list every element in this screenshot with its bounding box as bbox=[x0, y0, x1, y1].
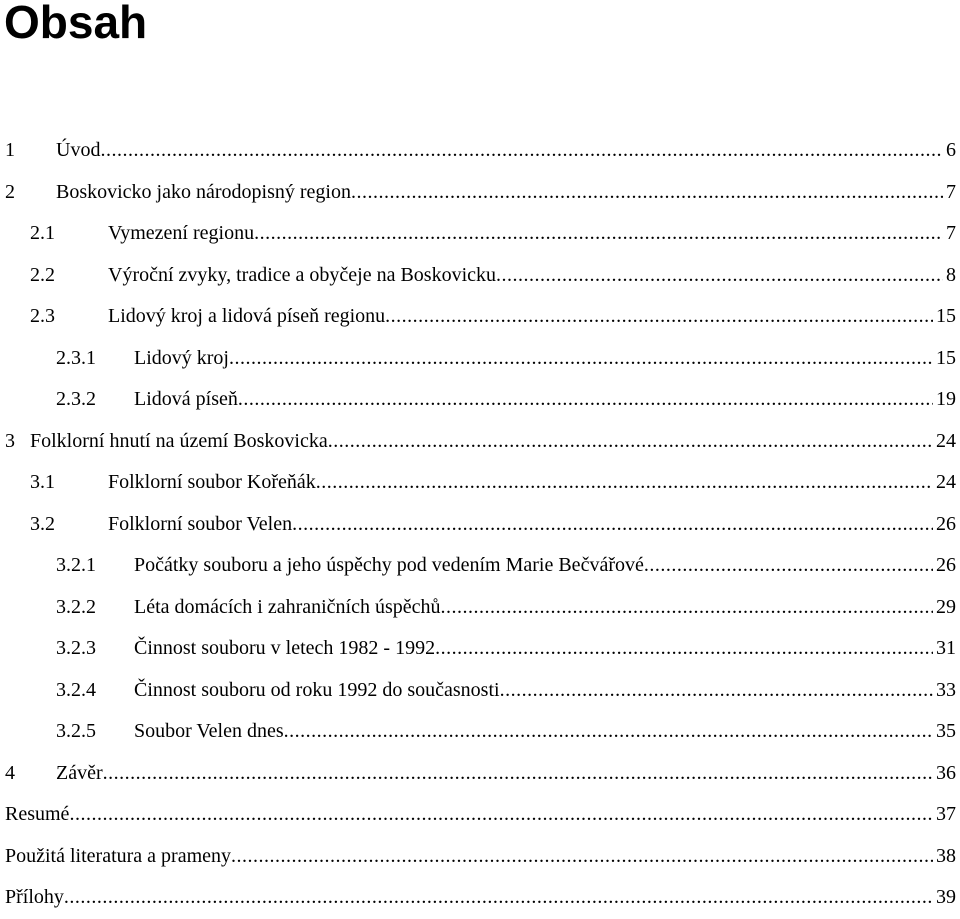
toc-dot-leader bbox=[231, 836, 933, 878]
toc-entry-page: 26 bbox=[936, 554, 956, 576]
toc-entry[interactable] bbox=[0, 421, 960, 463]
toc-entry-body bbox=[56, 753, 956, 795]
toc-entry-body bbox=[108, 462, 956, 504]
toc-entry-page: 35 bbox=[936, 720, 956, 742]
toc-entry[interactable] bbox=[0, 504, 960, 546]
toc-entry-page: 19 bbox=[936, 388, 956, 410]
toc-entry-body bbox=[134, 628, 956, 670]
toc-dot-leader bbox=[435, 628, 933, 670]
toc-entry-number: 3.2.1 bbox=[56, 554, 96, 576]
toc-entry-title: Folklorní hnutí na území Boskovicka bbox=[30, 429, 328, 452]
toc-entry-body bbox=[134, 711, 956, 753]
toc-entry-page: 38 bbox=[936, 844, 956, 867]
toc-dot-leader bbox=[441, 587, 933, 629]
toc-entry-title: Léta domácích i zahraničních úspěchů bbox=[134, 595, 441, 618]
toc-entry-number: 2 bbox=[5, 180, 15, 203]
toc-entry-page: 29 bbox=[936, 595, 956, 618]
toc-entry-number: 3.2.4 bbox=[56, 678, 96, 701]
toc-entry-body bbox=[134, 338, 956, 380]
toc-entry[interactable] bbox=[0, 753, 960, 795]
toc-entry-title: Činnost souboru od roku 1992 do současnosti bbox=[134, 678, 500, 701]
toc-entry-title: Počátky souboru a jeho úspěchy pod vedením Marie Bečvářové bbox=[134, 554, 644, 576]
toc-dot-leader bbox=[316, 462, 933, 504]
toc-entry-body bbox=[134, 379, 956, 421]
toc-dot-leader bbox=[254, 213, 943, 255]
toc-entry[interactable] bbox=[0, 545, 960, 587]
toc-dot-leader bbox=[100, 130, 943, 172]
toc-entry-title: Výroční zvyky, tradice a obyčeje na Boskovicku bbox=[108, 263, 497, 286]
toc-entry-title: Resumé bbox=[5, 803, 70, 825]
toc-entry[interactable] bbox=[0, 836, 960, 878]
toc-entry-page: 31 bbox=[936, 637, 956, 659]
toc-entry-page: 6 bbox=[946, 139, 956, 161]
toc-entry-title: Boskovicko jako národopisný region bbox=[56, 180, 351, 203]
toc-entry-page: 7 bbox=[946, 180, 956, 203]
toc-entry[interactable] bbox=[0, 628, 960, 670]
toc-dot-leader bbox=[64, 877, 933, 919]
toc-entry-title: Úvod bbox=[56, 139, 101, 161]
toc-entry-title: Závěr bbox=[56, 761, 103, 784]
toc-entry-title: Vymezení regionu bbox=[108, 222, 255, 244]
toc-entry[interactable] bbox=[0, 338, 960, 380]
toc-entry-number: 3.2.2 bbox=[56, 595, 96, 618]
toc-entry-number: 3.2.5 bbox=[56, 720, 96, 742]
toc-entry-body bbox=[5, 794, 956, 836]
toc-entry-title: Přílohy bbox=[5, 886, 64, 908]
toc-entry[interactable] bbox=[0, 172, 960, 214]
toc-dot-leader bbox=[69, 794, 933, 836]
toc-entry-page: 33 bbox=[936, 678, 956, 701]
toc-entry[interactable] bbox=[0, 877, 960, 919]
toc-entry-title: Folklorní soubor Kořeňák bbox=[108, 471, 316, 493]
toc-dot-leader bbox=[644, 545, 933, 587]
toc-dot-leader bbox=[284, 711, 933, 753]
toc-dot-leader bbox=[500, 670, 933, 712]
toc-entry-number: 2.3.2 bbox=[56, 388, 96, 410]
toc-entry-number: 2.3.1 bbox=[56, 346, 96, 369]
toc-dot-leader bbox=[328, 421, 933, 463]
toc-dot-leader bbox=[103, 753, 933, 795]
toc-entry-page: 15 bbox=[936, 305, 956, 327]
toc-dot-leader bbox=[292, 504, 933, 546]
toc-entry-page: 36 bbox=[936, 761, 956, 784]
toc-entry[interactable] bbox=[0, 670, 960, 712]
toc-entry[interactable] bbox=[0, 130, 960, 172]
table-of-contents bbox=[0, 130, 960, 919]
toc-entry-number: 2.2 bbox=[30, 263, 55, 286]
toc-entry-body bbox=[56, 130, 956, 172]
toc-dot-leader bbox=[229, 338, 933, 380]
toc-entry-page: 26 bbox=[936, 512, 956, 535]
toc-entry[interactable] bbox=[0, 462, 960, 504]
toc-entry-title: Činnost souboru v letech 1982 - 1992 bbox=[134, 637, 436, 659]
toc-entry[interactable] bbox=[0, 213, 960, 255]
toc-entry-body bbox=[108, 504, 956, 546]
page-title: Obsah bbox=[4, 0, 148, 48]
toc-entry-body bbox=[108, 213, 956, 255]
toc-entry-page: 7 bbox=[946, 222, 956, 244]
toc-entry[interactable] bbox=[0, 794, 960, 836]
toc-entry-number: 2.1 bbox=[30, 222, 55, 244]
toc-dot-leader bbox=[238, 379, 933, 421]
toc-entry-number: 2.3 bbox=[30, 305, 55, 327]
toc-entry-title: Folklorní soubor Velen bbox=[108, 512, 293, 535]
toc-dot-leader bbox=[385, 296, 933, 338]
toc-entry-title: Lidový kroj bbox=[134, 346, 229, 369]
toc-entry[interactable] bbox=[0, 587, 960, 629]
toc-entry-title: Lidový kroj a lidová píseň regionu bbox=[108, 305, 386, 327]
toc-entry-body bbox=[134, 587, 956, 629]
toc-entry-number: 3 bbox=[5, 429, 15, 452]
toc-entry[interactable] bbox=[0, 296, 960, 338]
toc-entry-page: 15 bbox=[936, 346, 956, 369]
toc-entry[interactable] bbox=[0, 711, 960, 753]
toc-entry-body bbox=[108, 296, 956, 338]
toc-entry-body bbox=[134, 545, 956, 587]
toc-entry-number: 3.2 bbox=[30, 512, 55, 535]
toc-entry-page: 8 bbox=[946, 263, 956, 286]
toc-entry-body bbox=[5, 836, 956, 878]
toc-entry-page: 24 bbox=[936, 471, 956, 493]
toc-entry[interactable] bbox=[0, 379, 960, 421]
toc-entry-title: Soubor Velen dnes bbox=[134, 720, 284, 742]
toc-entry-number: 3.2.3 bbox=[56, 637, 96, 659]
toc-entry-body bbox=[134, 670, 956, 712]
toc-entry-body bbox=[5, 877, 956, 919]
toc-entry-title: Použitá literatura a prameny bbox=[5, 844, 232, 867]
toc-entry-page: 24 bbox=[936, 429, 956, 452]
toc-entry-body bbox=[30, 421, 956, 463]
toc-entry-number: 4 bbox=[5, 761, 15, 784]
toc-entry-title: Lidová píseň bbox=[134, 388, 238, 410]
toc-entry[interactable] bbox=[0, 255, 960, 297]
toc-entry-body bbox=[56, 172, 956, 214]
toc-entry-page: 37 bbox=[936, 803, 956, 825]
toc-entry-number: 3.1 bbox=[30, 471, 55, 493]
toc-dot-leader bbox=[496, 255, 943, 297]
toc-entry-body bbox=[108, 255, 956, 297]
toc-entry-page: 39 bbox=[936, 886, 956, 908]
toc-entry-number: 1 bbox=[5, 139, 15, 161]
toc-dot-leader bbox=[351, 172, 943, 214]
